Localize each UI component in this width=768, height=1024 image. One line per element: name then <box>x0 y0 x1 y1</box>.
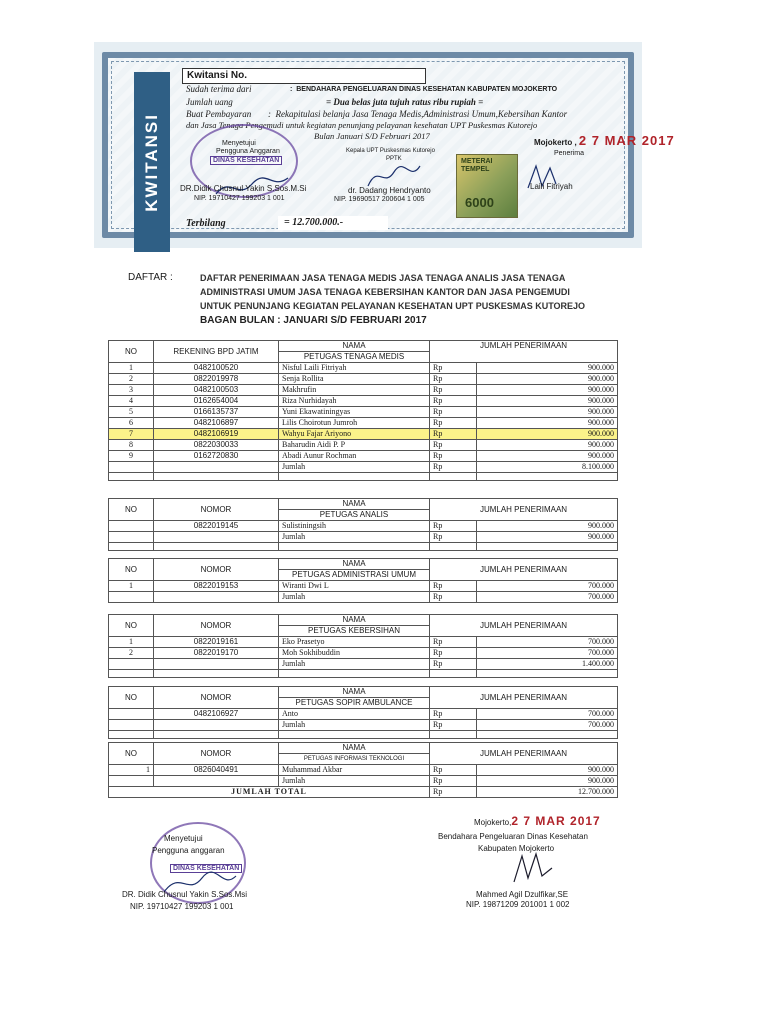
cell-rp: Rp <box>430 429 477 440</box>
cell-amount: 900.000 <box>477 385 618 396</box>
cell-rekening: 0162720830 <box>154 451 279 462</box>
header-nama: NAMA <box>279 341 430 352</box>
cell-rp: Rp <box>430 592 477 603</box>
table-total-row <box>109 776 618 787</box>
cell-no: 1 <box>109 765 154 776</box>
cell-nama: Nisful Laili Fitriyah <box>279 363 430 374</box>
cell-rp: Rp <box>430 396 477 407</box>
kwitansi-date <box>534 133 675 148</box>
amount-label: Jumlah uang <box>186 97 233 107</box>
cell-no: 6 <box>109 418 154 429</box>
receiver-label: Penerima <box>554 150 584 157</box>
purpose-1-text: Rekapitulasi belanja Jasa Tenaga Medis,Administrasi Umum,Kebersihan Kantor <box>275 109 568 119</box>
header-nama: NAMA <box>279 687 430 698</box>
table-header-row <box>109 743 618 754</box>
cell-no <box>109 521 154 532</box>
cell-rekening: 0482106919 <box>154 429 279 440</box>
cell-rekening: 0162654004 <box>154 396 279 407</box>
table-sopir-ambulance <box>108 686 618 739</box>
cell-total-label: Jumlah <box>279 462 430 473</box>
received-from-row <box>186 84 252 94</box>
approver-nip: NIP. 19710427 199203 1 001 <box>130 902 234 911</box>
table-row <box>109 521 618 532</box>
cell-rekening: 0822030033 <box>154 440 279 451</box>
stamp-text: DINAS KESEHATAN <box>210 156 282 165</box>
approver-name: DR. Didik Chusnul Yakin S.Sos.Msi <box>122 890 248 899</box>
cell-rp: Rp <box>430 374 477 385</box>
table-administrasi-umum <box>108 558 618 603</box>
approve-role: Pengguna Anggaran <box>216 148 280 155</box>
header-rekening: REKENING BPD JATIM <box>154 341 279 363</box>
table-row <box>109 385 618 396</box>
cell-rp: Rp <box>430 521 477 532</box>
daftar-title <box>200 271 620 313</box>
cell-nomor: 0826040491 <box>154 765 279 776</box>
cell-no: 5 <box>109 407 154 418</box>
table-informasi-teknologi <box>108 742 618 798</box>
cell-rp: Rp <box>430 363 477 374</box>
cell-no: 1 <box>109 581 154 592</box>
cell-total-label: Jumlah <box>279 659 430 670</box>
header-jumlah: JUMLAH PENERIMAAN <box>430 743 618 765</box>
table-row <box>109 374 618 385</box>
signer-2-name: dr. Dadang Hendryanto <box>348 186 431 195</box>
header-jumlah: JUMLAH PENERIMAAN <box>430 687 618 709</box>
cell-amount: 900.000 <box>477 451 618 462</box>
cell-nama: Yuni Ekawatiningyas <box>279 407 430 418</box>
table-row <box>109 581 618 592</box>
cell-total: 8.100.000 <box>477 462 618 473</box>
cell-rp: Rp <box>430 776 477 787</box>
header-group: PETUGAS KEBERSIHAN <box>279 626 430 637</box>
cell-rp: Rp <box>430 418 477 429</box>
cell-total-label: Jumlah <box>279 592 430 603</box>
grand-total-value: 12.700.000 <box>477 787 618 798</box>
daftar-label: DAFTAR : <box>128 272 173 283</box>
signer-1-name: DR.Didik Chusnul Yakin S.Sos.M.Si <box>180 184 307 193</box>
cell-no: 9 <box>109 451 154 462</box>
cell-rp: Rp <box>430 385 477 396</box>
cell-no: 1 <box>109 637 154 648</box>
cell-amount: 900.000 <box>477 521 618 532</box>
terbilang-label: Terbilang <box>186 218 226 229</box>
terbilang-value: = 12.700.000.- <box>278 216 388 230</box>
cell-nomor: 0822019153 <box>154 581 279 592</box>
cell-no: 4 <box>109 396 154 407</box>
cell-amount: 900.000 <box>477 374 618 385</box>
table-petugas-analis <box>108 498 618 551</box>
received-from-label: Sudah terima dari <box>186 84 252 94</box>
cell-nomor: 0822019161 <box>154 637 279 648</box>
cell-amount: 700.000 <box>477 581 618 592</box>
table-grand-total-row <box>109 787 618 798</box>
daftar-line-2: ADMINISTRASI UMUM JASA TENAGA KEBERSIHAN KANTOR DAN JASA PENGEMUDI <box>200 287 570 297</box>
cell-nama: Eko Prasetyo <box>279 637 430 648</box>
purpose-label: Buat Pembayaran <box>186 109 252 119</box>
treasurer-title-2: Kabupaten Mojokerto <box>478 844 555 853</box>
cell-rp: Rp <box>430 787 477 798</box>
table-row <box>109 709 618 720</box>
cell-amount: 900.000 <box>477 396 618 407</box>
treasurer-nip: NIP. 19871209 201001 1 002 <box>466 900 570 909</box>
cell-amount: 900.000 <box>477 429 618 440</box>
cell-nama: Baharudin Aidi P. P <box>279 440 430 451</box>
cell-total: 700.000 <box>477 592 618 603</box>
cell-amount: 900.000 <box>477 407 618 418</box>
cell-rp: Rp <box>430 451 477 462</box>
cell-total: 900.000 <box>477 532 618 543</box>
cell-amount: 900.000 <box>477 440 618 451</box>
cell-rp: Rp <box>430 709 477 720</box>
cell-rp: Rp <box>430 648 477 659</box>
cell-amount: 900.000 <box>477 363 618 374</box>
header-nomor: NOMOR <box>154 559 279 581</box>
purpose-line-2: dan Jasa Tenaga Pengemudi untuk kegiatan penunjang pelayanan kesehatan UPT Puskesmas Kutorejo <box>186 120 538 130</box>
cell-nama: Sulistiningsih <box>279 521 430 532</box>
cell-nama: Moh Sokhibuddin <box>279 648 430 659</box>
footer-date <box>474 814 601 828</box>
purpose-line-3: Bulan Januari S/D Februari 2017 <box>314 131 430 141</box>
header-nama: NAMA <box>279 559 430 570</box>
daftar-line-3: UNTUK PENUNJANG KEGIATAN PELAYANAN KESEHATAN UPT PUSKESMAS KUTOREJO <box>200 301 586 311</box>
cell-amount: 900.000 <box>477 765 618 776</box>
daftar-subtitle: BAGAN BULAN : JANUARI S/D FEBRUARI 2017 <box>200 315 427 326</box>
cell-rekening: 0482100503 <box>154 385 279 396</box>
daftar-line-1: DAFTAR PENERIMAAN JASA TENAGA MEDIS JASA TENAGA ANALIS JASA TENAGA <box>200 273 566 283</box>
header-nomor: NOMOR <box>154 687 279 709</box>
header-nama: NAMA <box>279 615 430 626</box>
cell-nama: Muhammad Akbar <box>279 765 430 776</box>
table-kebersihan <box>108 614 618 678</box>
header-nomor: NOMOR <box>154 615 279 637</box>
cell-total-label: Jumlah <box>279 720 430 731</box>
header-jumlah: JUMLAH PENERIMAAN <box>430 341 618 363</box>
cell-rp: Rp <box>430 581 477 592</box>
table-total-row <box>109 532 618 543</box>
treasurer-signature <box>508 850 558 886</box>
signer-1-nip: NIP. 19710427 199203 1 001 <box>194 195 285 202</box>
approve-label: Menyetujui <box>222 140 256 147</box>
header-nomor: NOMOR <box>154 743 279 765</box>
table-header-row <box>109 687 618 698</box>
cell-rp: Rp <box>430 720 477 731</box>
cell-rp: Rp <box>430 407 477 418</box>
treasurer-name: Mahmed Agil Dzulfikar,SE <box>476 890 569 899</box>
cell-rp: Rp <box>430 765 477 776</box>
cell-no: 2 <box>109 648 154 659</box>
table-row <box>109 440 618 451</box>
cell-nama: Wiranti Dwi L <box>279 581 430 592</box>
header-group: PETUGAS ADMINISTRASI UMUM <box>279 570 430 581</box>
meterai-label: METERAI TEMPEL <box>461 158 493 173</box>
cell-total-label: Jumlah <box>279 532 430 543</box>
cell-rp: Rp <box>430 659 477 670</box>
cell-amount: 900.000 <box>477 418 618 429</box>
footer-stamp-text: DINAS KESEHATAN <box>170 864 242 873</box>
table-row-highlighted <box>109 429 618 440</box>
header-no: NO <box>109 615 154 637</box>
kwitansi-date-stamp: 2 7 MAR 2017 <box>578 133 675 148</box>
purpose-line-1: : Rekapitulasi belanja Jasa Tenaga Medis,Administrasi Umum,Kebersihan Kantor <box>268 109 568 119</box>
kepala-label: Kepala UPT Puskesmas Kutorejo <box>346 148 435 154</box>
header-group: PETUGAS INFORMASI TEKNOLOGI <box>279 754 430 765</box>
table-tenaga-medis <box>108 340 618 481</box>
table-row <box>109 407 618 418</box>
cell-nama: Makhrufin <box>279 385 430 396</box>
header-jumlah: JUMLAH PENERIMAAN <box>430 559 618 581</box>
cell-total-label: Jumlah <box>279 776 430 787</box>
cell-no: 8 <box>109 440 154 451</box>
kwitansi-receipt <box>94 42 675 248</box>
header-no: NO <box>109 559 154 581</box>
header-group: PETUGAS SOPIR AMBULANCE <box>279 698 430 709</box>
header-no: NO <box>109 499 154 521</box>
meterai-value: 6000 <box>465 195 494 210</box>
table-header-row <box>109 615 618 626</box>
cell-nama: Anto <box>279 709 430 720</box>
treasurer-title-1: Bendahara Pengeluaran Dinas Kesehatan <box>438 832 588 841</box>
footer-date-stamp: 2 7 MAR 2017 <box>511 814 601 828</box>
kwitansi-place: Mojokerto , <box>534 138 577 147</box>
cell-nomor: 0822019170 <box>154 648 279 659</box>
cell-no: 3 <box>109 385 154 396</box>
table-row <box>109 418 618 429</box>
header-nama: NAMA <box>279 499 430 510</box>
cell-total: 1.400.000 <box>477 659 618 670</box>
cell-no: 2 <box>109 374 154 385</box>
kwitansi-spine <box>134 72 170 252</box>
table-header-row <box>109 499 618 510</box>
cell-rp: Rp <box>430 462 477 473</box>
table-row <box>109 451 618 462</box>
kwitansi-spine-text: KWITANSI <box>142 112 161 212</box>
cell-rekening: 0822019978 <box>154 374 279 385</box>
cell-no: 1 <box>109 363 154 374</box>
signer-2-nip: NIP. 19690517 200604 1 005 <box>334 196 425 203</box>
cell-amount: 700.000 <box>477 648 618 659</box>
cell-nomor: 0822019145 <box>154 521 279 532</box>
cell-no <box>109 709 154 720</box>
header-nama: NAMA <box>279 743 430 754</box>
table-row <box>109 396 618 407</box>
footer-place: Mojokerto, <box>474 818 512 827</box>
cell-total: 900.000 <box>477 776 618 787</box>
cell-rp: Rp <box>430 637 477 648</box>
cell-rekening: 0482100520 <box>154 363 279 374</box>
received-from-text: BENDAHARA PENGELUARAN DINAS KESEHATAN KABUPATEN MOJOKERTO <box>296 86 558 93</box>
grand-total-label: JUMLAH TOTAL <box>109 787 430 798</box>
table-total-row <box>109 592 618 603</box>
table-total-row <box>109 659 618 670</box>
table-row <box>109 648 618 659</box>
received-from-value: : BENDAHARA PENGELUARAN DINAS KESEHATAN KABUPATEN MOJOKERTO <box>290 86 558 93</box>
cell-rekening: 0166135737 <box>154 407 279 418</box>
kwitansi-title: Kwitansi No. <box>182 68 426 84</box>
header-no: NO <box>109 743 154 765</box>
cell-rekening: 0482106897 <box>154 418 279 429</box>
table-total-row <box>109 462 618 473</box>
table-row <box>109 363 618 374</box>
header-group: PETUGAS ANALIS <box>279 510 430 521</box>
meterai-stamp <box>456 154 518 218</box>
header-group: PETUGAS TENAGA MEDIS <box>279 352 430 363</box>
cell-no: 7 <box>109 429 154 440</box>
table-header-row <box>109 341 618 352</box>
header-jumlah: JUMLAH PENERIMAAN <box>430 615 618 637</box>
pptk-label: PPTK <box>386 156 402 162</box>
footer-approve-role: Pengguna anggaran <box>152 846 225 855</box>
footer-approve-label: Menyetujui <box>164 834 203 843</box>
cell-nama: Wahyu Fajar Ariyono <box>279 429 430 440</box>
cell-nama: Abadi Aunur Rochman <box>279 451 430 462</box>
cell-total: 700.000 <box>477 720 618 731</box>
cell-nomor: 0482106927 <box>154 709 279 720</box>
amount-words: = Dua belas juta tujuh ratus ribu rupiah = <box>326 97 484 107</box>
cell-rp: Rp <box>430 532 477 543</box>
header-nomor: NOMOR <box>154 499 279 521</box>
header-no: NO <box>109 687 154 709</box>
cell-nama: Senja Rollita <box>279 374 430 385</box>
cell-amount: 700.000 <box>477 709 618 720</box>
header-no: NO <box>109 341 154 363</box>
table-row <box>109 765 618 776</box>
cell-rp: Rp <box>430 440 477 451</box>
table-row <box>109 637 618 648</box>
cell-nama: Lilis Choirotun Jumroh <box>279 418 430 429</box>
cell-amount: 700.000 <box>477 637 618 648</box>
table-header-row <box>109 559 618 570</box>
signer-3-name: Laili Fitriyah <box>530 182 573 191</box>
table-total-row <box>109 720 618 731</box>
header-jumlah: JUMLAH PENERIMAAN <box>430 499 618 521</box>
cell-nama: Riza Nurhidayah <box>279 396 430 407</box>
